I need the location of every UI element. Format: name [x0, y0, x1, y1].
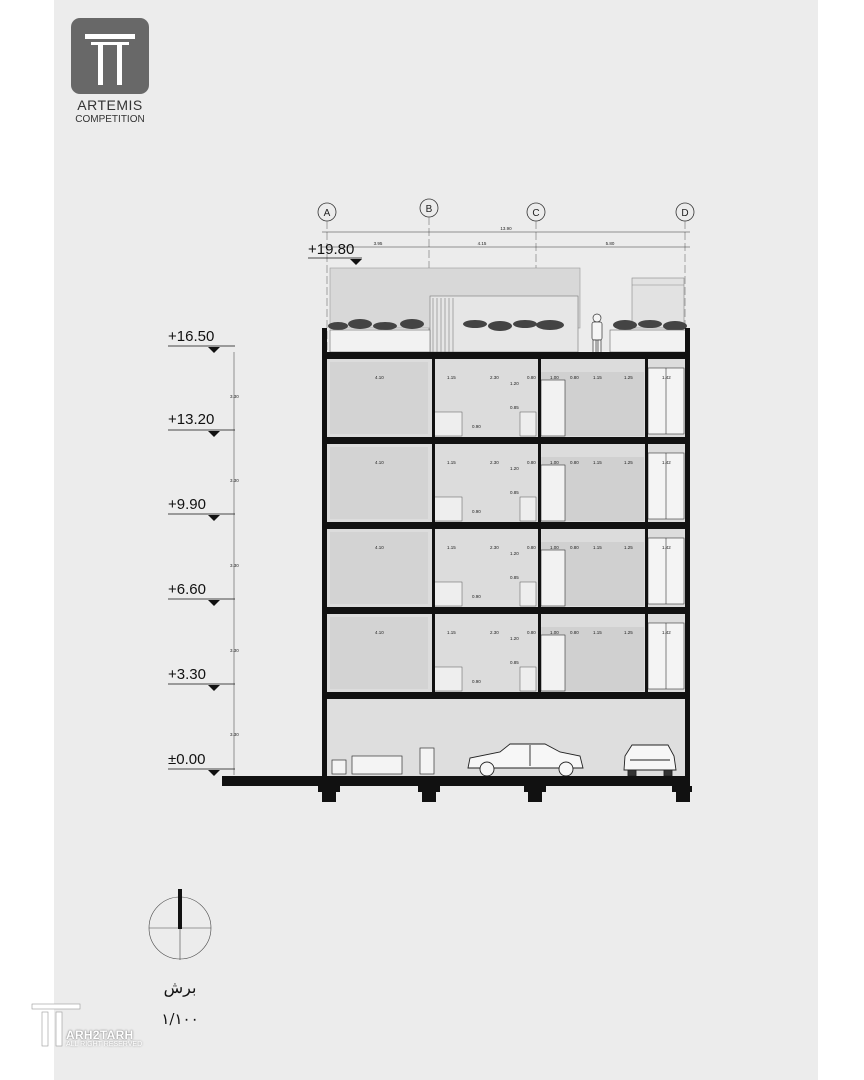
svg-text:2.30: 2.30	[490, 460, 499, 465]
svg-text:2.30: 2.30	[490, 545, 499, 550]
svg-text:1.15: 1.15	[447, 630, 456, 635]
svg-text:B: B	[425, 204, 433, 215]
svg-text:1.42: 1.42	[662, 375, 671, 380]
svg-text:1.20: 1.20	[510, 381, 519, 386]
svg-text:4.10: 4.10	[375, 375, 384, 380]
svg-text:0.90: 0.90	[472, 509, 481, 514]
svg-text:+9.90: +9.90	[168, 496, 206, 513]
level-marker-2	[168, 581, 235, 606]
level-marker-4	[168, 411, 235, 437]
svg-text:A: A	[323, 208, 331, 219]
svg-text:+16.50: +16.50	[168, 328, 215, 345]
floor-3	[326, 444, 686, 522]
grid-axis-d	[676, 203, 694, 221]
svg-text:0.80: 0.80	[527, 630, 536, 635]
svg-text:0.90: 0.90	[472, 424, 481, 429]
svg-text:+13.20: +13.20	[168, 411, 215, 428]
svg-text:1.00: 1.00	[550, 375, 559, 380]
svg-text:1.25: 1.25	[624, 375, 633, 380]
human-figure	[592, 314, 602, 353]
section-caption: برش	[163, 978, 197, 997]
svg-text:1.15: 1.15	[447, 375, 456, 380]
top-dim-3: 5.80	[605, 241, 615, 246]
wall-left	[322, 328, 327, 776]
svg-text:1.15: 1.15	[593, 545, 602, 550]
svg-text:1.00: 1.00	[550, 460, 559, 465]
svg-text:0.85: 0.85	[510, 575, 519, 580]
grid-axis-c	[527, 203, 545, 221]
svg-text:1.42: 1.42	[662, 630, 671, 635]
svg-text:1.15: 1.15	[447, 545, 456, 550]
svg-text:4.10: 4.10	[375, 460, 384, 465]
svg-text:1.25: 1.25	[624, 545, 633, 550]
top-dim-2: 4.15	[477, 241, 487, 246]
ground-slab	[222, 776, 690, 786]
level-marker-roof-top	[308, 241, 362, 265]
svg-text:0.80: 0.80	[527, 460, 536, 465]
grid-axis-b	[420, 199, 438, 217]
height-dimension-line	[230, 352, 239, 775]
cabinet	[420, 748, 434, 774]
svg-text:4.10: 4.10	[375, 545, 384, 550]
svg-text:+19.80: +19.80	[308, 241, 355, 258]
watermark-sub: ALL RIGHT RESERVED	[66, 1041, 143, 1048]
level-marker-roof	[168, 328, 235, 353]
floor-4	[326, 359, 686, 437]
svg-text:1.42: 1.42	[662, 545, 671, 550]
level-marker-ground	[168, 751, 235, 776]
svg-text:D: D	[681, 208, 689, 219]
level-marker-1	[168, 666, 235, 691]
svg-text:3.30: 3.30	[230, 648, 239, 653]
svg-text:1.25: 1.25	[624, 630, 633, 635]
logo-name: ARTEMIS	[77, 97, 143, 113]
svg-text:0.85: 0.85	[510, 490, 519, 495]
chair	[332, 760, 346, 774]
svg-text:1.00: 1.00	[550, 545, 559, 550]
svg-text:3.30: 3.30	[230, 478, 239, 483]
svg-text:1.15: 1.15	[593, 375, 602, 380]
floor-1	[326, 614, 686, 692]
floor-2	[326, 529, 686, 607]
svg-text:0.80: 0.80	[570, 460, 579, 465]
svg-text:1.15: 1.15	[593, 630, 602, 635]
svg-text:1.20: 1.20	[510, 636, 519, 641]
svg-text:0.90: 0.90	[472, 594, 481, 599]
sofa	[352, 756, 402, 774]
svg-text:3.30: 3.30	[230, 394, 239, 399]
svg-text:0.85: 0.85	[510, 660, 519, 665]
logo-subtitle: COMPETITION	[75, 114, 145, 125]
svg-text:1.25: 1.25	[624, 460, 633, 465]
svg-text:1.15: 1.15	[593, 460, 602, 465]
svg-text:0.80: 0.80	[570, 545, 579, 550]
svg-text:0.80: 0.80	[527, 545, 536, 550]
svg-text:±0.00: ±0.00	[168, 751, 206, 768]
svg-text:C: C	[532, 208, 540, 219]
svg-text:0.80: 0.80	[570, 375, 579, 380]
svg-text:+3.30: +3.30	[168, 666, 206, 683]
svg-text:0.80: 0.80	[570, 630, 579, 635]
svg-text:4.10: 4.10	[375, 630, 384, 635]
svg-text:0.85: 0.85	[510, 405, 519, 410]
grid-axis-a	[318, 203, 336, 221]
scale-label: ۱/۱۰۰	[161, 1010, 199, 1028]
svg-text:1.20: 1.20	[510, 466, 519, 471]
roof-slab	[322, 352, 690, 359]
svg-text:2.30: 2.30	[490, 375, 499, 380]
watermark-name: ARH2TARH	[66, 1028, 134, 1042]
svg-text:2.30: 2.30	[490, 630, 499, 635]
svg-text:3.30: 3.30	[230, 732, 239, 737]
north-arrow-icon	[149, 889, 211, 960]
top-dim-1: 3.95	[373, 241, 383, 246]
wall-right	[685, 328, 690, 776]
svg-text:+6.60: +6.60	[168, 581, 206, 598]
svg-text:0.90: 0.90	[472, 679, 481, 684]
level-marker-3	[168, 496, 235, 521]
foundations	[318, 786, 692, 802]
svg-text:1.00: 1.00	[550, 630, 559, 635]
overall-dimension: 13.90	[500, 226, 512, 231]
svg-text:0.80: 0.80	[527, 375, 536, 380]
svg-text:1.15: 1.15	[447, 460, 456, 465]
svg-text:3.30: 3.30	[230, 563, 239, 568]
svg-text:1.42: 1.42	[662, 460, 671, 465]
svg-text:1.20: 1.20	[510, 551, 519, 556]
